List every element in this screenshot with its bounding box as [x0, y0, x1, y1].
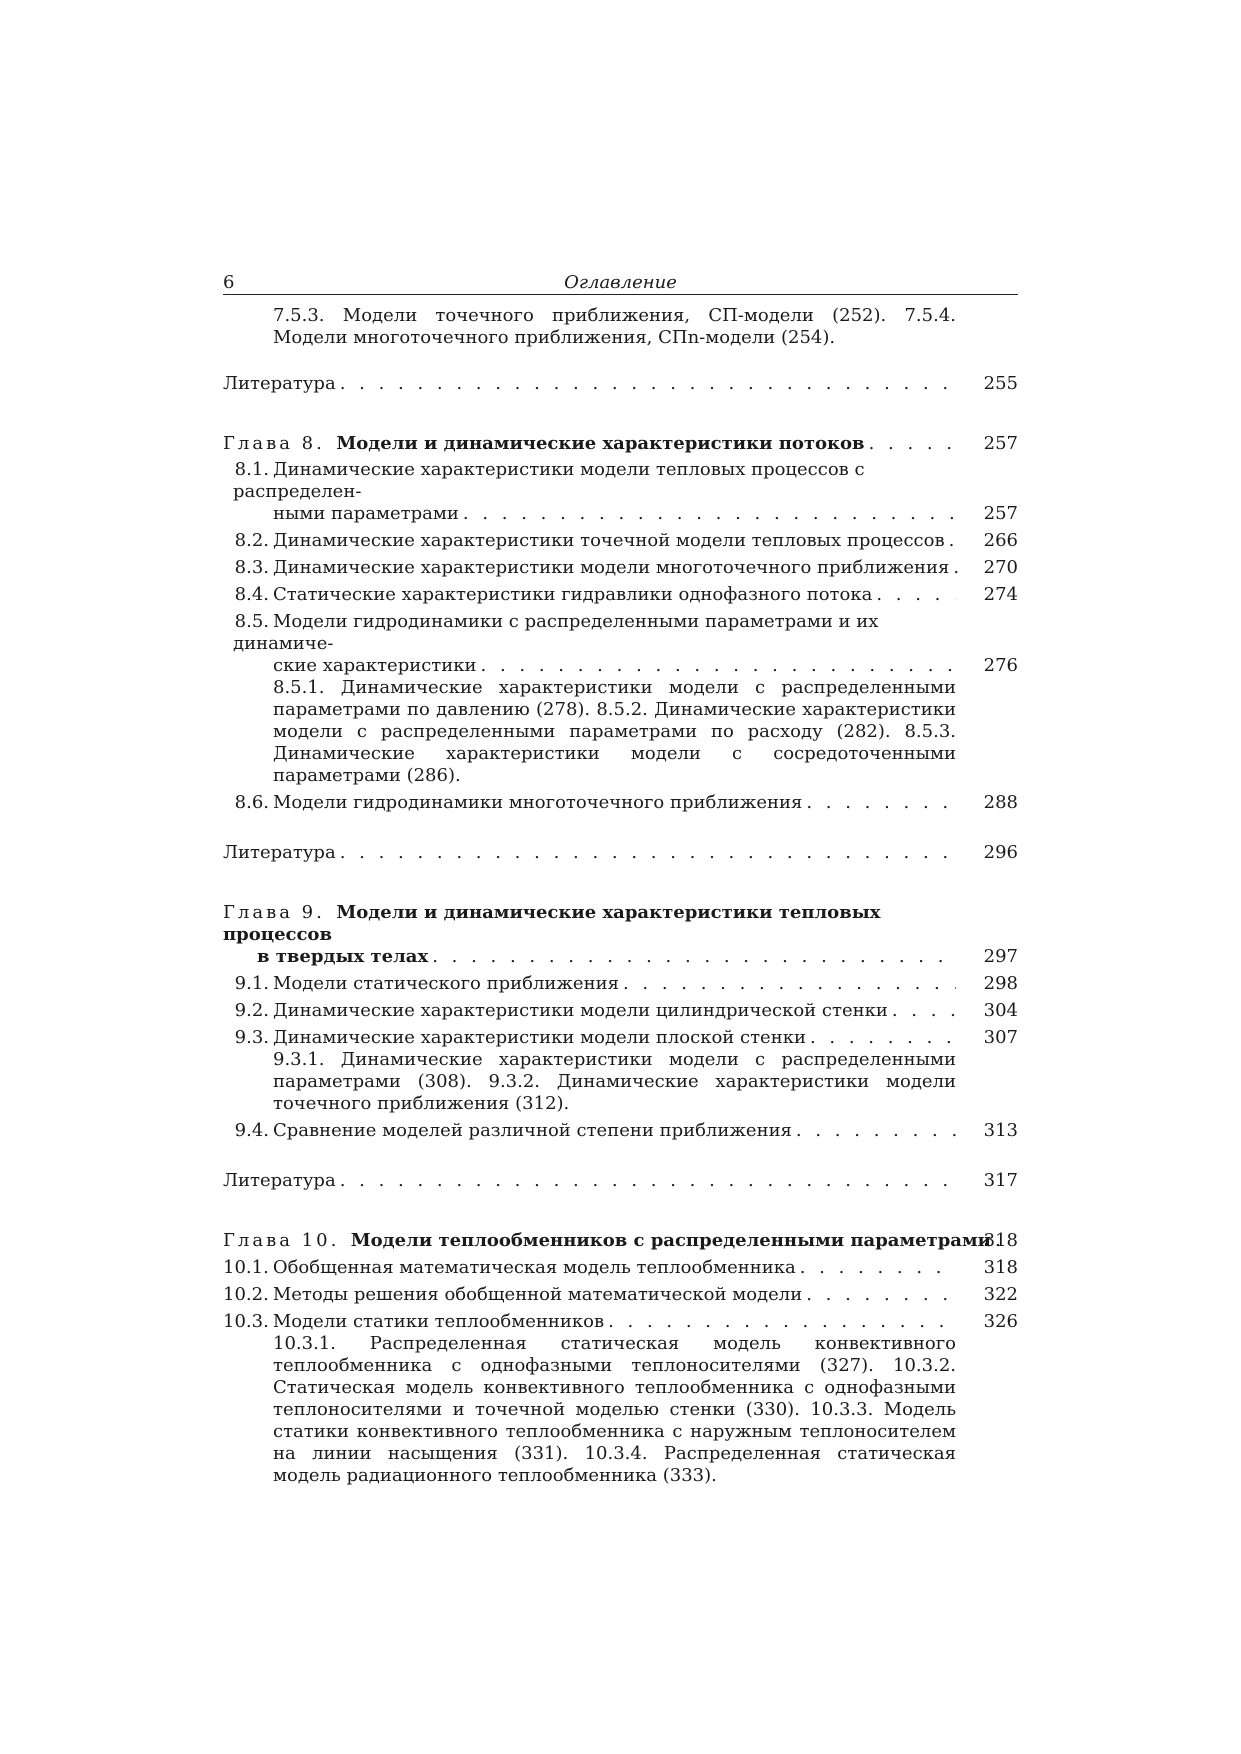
- page-ref: 270: [983, 557, 1018, 578]
- page-ref: 326: [983, 1311, 1018, 1332]
- page-ref: 296: [983, 842, 1018, 863]
- toc-literature-3[interactable]: [223, 1170, 1018, 1192]
- chapter-title: Модели теплообменников с распределенными параметрами: [350, 1230, 991, 1251]
- page-ref: 274: [983, 584, 1018, 605]
- toc-section-8-5[interactable]: 8.5. Модели гидродинамики с распределенными параметрами и их динамиче- ские характеристики . . . 276: [223, 611, 1018, 677]
- page-ref: 276: [983, 655, 1018, 676]
- page-ref: 307: [983, 1027, 1018, 1048]
- chapter-prefix: Глава 9.: [223, 902, 325, 923]
- toc-section-10-3[interactable]: 10.3. Модели статики теплообменников . . . 326: [223, 1311, 1018, 1333]
- page-ref: 266: [983, 530, 1018, 551]
- toc-section-9-4[interactable]: 9.4. Сравнение моделей различной степени приближения . . . 313: [223, 1120, 1018, 1142]
- toc-section-10-2[interactable]: 10.2. Методы решения обобщенной математической модели . . . 322: [223, 1284, 1018, 1306]
- chapter-title: Модели и динамические характеристики потоков: [336, 433, 865, 454]
- page-ref: 313: [983, 1120, 1018, 1141]
- toc-section-8-4[interactable]: 8.4. Статические характеристики гидравлики однофазного потока . . . 274: [223, 584, 1018, 606]
- chapter-title-line2: в твердых телах: [257, 946, 429, 967]
- toc-literature-2[interactable]: [223, 842, 1018, 864]
- page-ref: 288: [983, 792, 1018, 813]
- page-ref: 297: [983, 946, 1018, 967]
- page-ref: 257: [983, 433, 1018, 454]
- toc-section-8-6[interactable]: 8.6. Модели гидродинамики многоточечного приближения . . . 288: [223, 792, 1018, 814]
- toc-chapter-10[interactable]: [223, 1230, 1018, 1252]
- page-ref: 318: [983, 1257, 1018, 1278]
- subsections-7-5: 7.5.3. Модели точечного приближения, СП-модели (252). 7.5.4. Модели многоточечного приближения, СПn-модели (254).: [273, 305, 956, 348]
- chapter-title-line1: Модели и динамические характеристики тепловых процессов: [223, 902, 881, 945]
- toc-section-10-1[interactable]: 10.1. Обобщенная математическая модель теплообменника . . . 318: [223, 1257, 1018, 1279]
- toc-chapter-9[interactable]: [223, 902, 1018, 968]
- page-ref: 317: [983, 1170, 1018, 1191]
- page-ref: 257: [983, 503, 1018, 524]
- literature-label: Литература: [223, 1170, 336, 1191]
- page-ref: 318: [983, 1230, 1018, 1251]
- toc-section-9-2[interactable]: 9.2. Динамические характеристики модели цилиндрической стенки . . . 304: [223, 1000, 1018, 1022]
- toc-chapter-8[interactable]: [223, 433, 1018, 455]
- toc-section-8-2[interactable]: 8.2. Динамические характеристики точечной модели тепловых процессов . . . 266: [223, 530, 1018, 552]
- subsections-9-3: 9.3.1. Динамические характеристики модели с распределенными параметрами (308). 9.3.2. Динамические характеристики модели точечного приближения (312).: [273, 1049, 956, 1114]
- toc-section-9-3[interactable]: 9.3. Динамические характеристики модели плоской стенки . . . 307: [223, 1027, 1018, 1049]
- page-number: 6: [223, 272, 235, 293]
- toc-page: [223, 272, 1018, 1487]
- toc-section-8-1[interactable]: 8.1. Динамические характеристики модели тепловых процессов с распределен- ными параметрами . . . 257: [223, 459, 1018, 525]
- running-title: Оглавление: [564, 272, 677, 293]
- page-ref: 304: [983, 1000, 1018, 1021]
- literature-label: Литература: [223, 842, 336, 863]
- toc-literature-1[interactable]: [223, 373, 1018, 395]
- subsections-8-5: 8.5.1. Динамические характеристики модели с распределенными параметрами по давлению (278). 8.5.2. Динамические характеристики модели с распределенными параметрами по расходу (282). 8.5.3. Динамические характеристики модели с сосредоточенными параметрами (286).: [273, 677, 956, 786]
- subsections-10-3: 10.3.1. Распределенная статическая модель конвективного теплообменника с однофазными теплоносителями (327). 10.3.2. Статическая модель конвективного теплообменника с однофазными теплоносителями и точечной моделью стенки (330). 10.3.3. Модель статики конвективного теплообменника с наружным теплоносителем на линии насыщения (331). 10.3.4. Распределенная статическая модель радиационного теплообменника (333).: [273, 1333, 956, 1486]
- page-ref: 322: [983, 1284, 1018, 1305]
- page-ref: 255: [983, 373, 1018, 394]
- chapter-prefix: Глава 10.: [223, 1230, 340, 1251]
- running-header: [223, 272, 1018, 295]
- chapter-prefix: Глава 8.: [223, 433, 325, 454]
- toc-section-8-3[interactable]: 8.3. Динамические характеристики модели многоточечного приближения . . . 270: [223, 557, 1018, 579]
- toc-section-9-1[interactable]: 9.1. Модели статического приближения . . . 298: [223, 973, 1018, 995]
- literature-label: Литература: [223, 373, 336, 394]
- page-ref: 298: [983, 973, 1018, 994]
